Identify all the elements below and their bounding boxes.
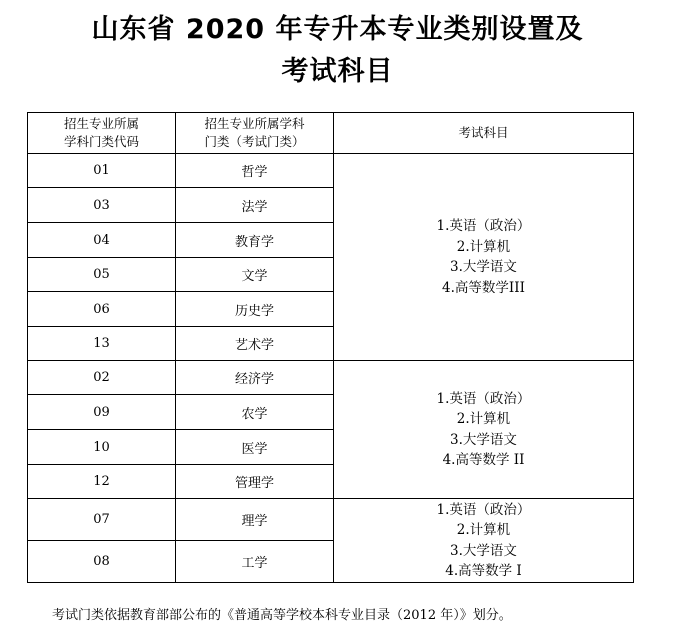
footnote: 考试门类依据教育部部公布的《普通高等学校本科专业目录（2012 年）》划分。	[52, 608, 512, 623]
category-cell: 农学	[176, 395, 334, 430]
header-category-line1: 招生专业所属学科	[204, 116, 305, 131]
subject-item: 4.高等数学III	[442, 279, 525, 296]
category-cell: 艺术学	[176, 327, 334, 361]
page-title-line1: 山东省 2020 年专升本专业类别设置及	[91, 14, 584, 45]
subject-item: 2.计算机	[456, 522, 511, 538]
category-cell: 管理学	[176, 465, 334, 499]
category-cell: 理学	[176, 499, 334, 541]
subject-table	[27, 112, 634, 583]
code-cell: 10	[28, 430, 176, 465]
subject-item: 1.英语（政治）	[436, 501, 531, 518]
code-cell: 13	[28, 327, 176, 361]
subject-item: 1.英语（政治）	[436, 390, 531, 407]
subject-item: 2.计算机	[456, 238, 511, 255]
subjects-cell-group-3	[334, 499, 634, 583]
code-cell: 02	[28, 361, 176, 395]
table-row	[28, 154, 634, 188]
category-cell: 经济学	[176, 361, 334, 395]
header-code	[28, 113, 176, 154]
code-cell: 01	[28, 154, 176, 188]
subject-item: 4.高等数学 II	[442, 452, 525, 468]
category-cell: 哲学	[176, 154, 334, 188]
subject-item: 1.英语（政治）	[436, 218, 531, 234]
header-category	[176, 113, 334, 154]
header-subjects: 考试科目	[334, 113, 634, 154]
subject-item: 3.大学语文	[450, 542, 517, 559]
subjects-cell-group-2	[334, 361, 634, 499]
header-row	[28, 113, 634, 154]
subject-item: 2.计算机	[456, 411, 511, 427]
code-cell: 04	[28, 223, 176, 258]
category-cell: 工学	[176, 541, 334, 583]
code-cell: 05	[28, 258, 176, 292]
code-cell: 09	[28, 395, 176, 430]
header-code-line1: 招生专业所属	[63, 116, 139, 131]
code-cell: 07	[28, 499, 176, 541]
category-cell: 医学	[176, 430, 334, 465]
header-category-line2: 门类（考试门类）	[204, 134, 305, 149]
subject-item: 3.大学语文	[450, 431, 517, 448]
page-title-line2: 考试科目	[281, 56, 394, 87]
code-cell: 12	[28, 465, 176, 499]
category-cell: 文学	[176, 258, 334, 292]
code-cell: 08	[28, 541, 176, 583]
subject-item: 4.高等数学 I	[445, 563, 522, 579]
header-code-line2: 学科门类代码	[63, 134, 139, 149]
code-cell: 03	[28, 188, 176, 223]
category-cell: 法学	[176, 188, 334, 223]
subject-item: 3.大学语文	[450, 259, 517, 275]
table-row	[28, 361, 634, 395]
table-row	[28, 499, 634, 541]
code-cell: 06	[28, 292, 176, 327]
subjects-cell-group-1	[334, 154, 634, 361]
category-cell: 历史学	[176, 292, 334, 327]
category-cell: 教育学	[176, 223, 334, 258]
